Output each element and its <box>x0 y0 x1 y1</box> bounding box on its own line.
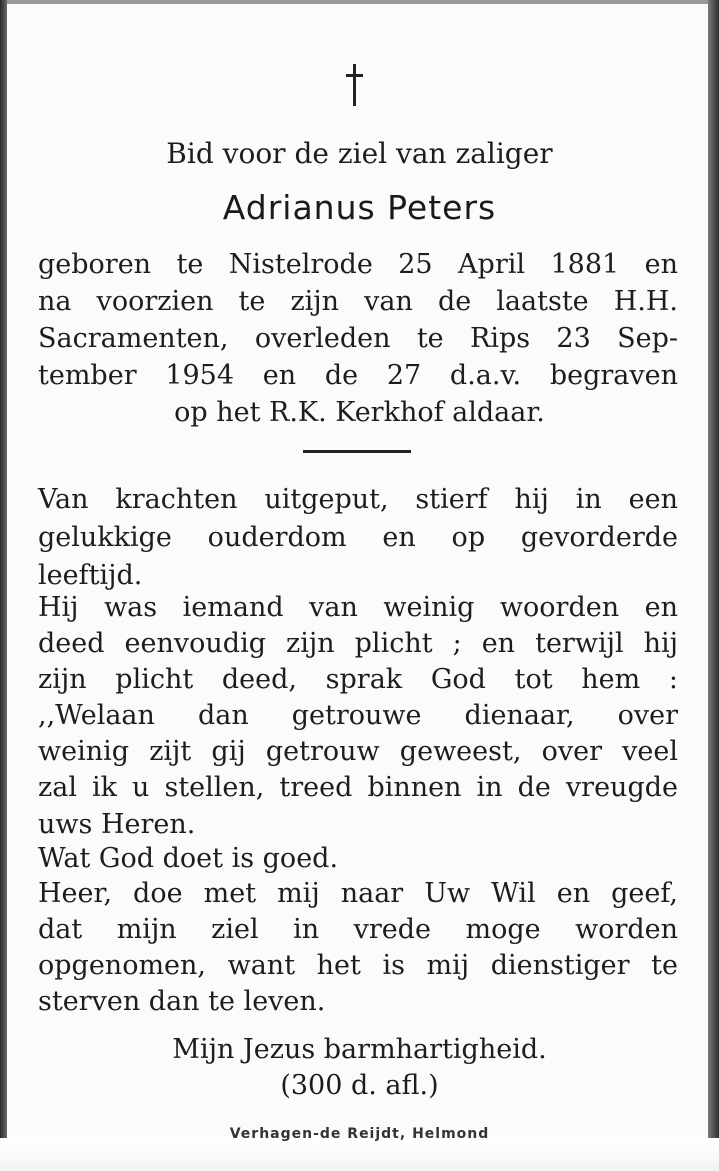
body-line-4: Hij was iemand van weinig woorden en <box>38 592 678 623</box>
prayer-heading: Bid voor de ziel van zaliger <box>166 137 553 170</box>
printer-credit: Verhagen-de Reijdt, Helmond <box>229 1126 490 1142</box>
card-top-edge <box>0 0 719 4</box>
body-line-3: leeftijd. <box>38 560 143 591</box>
body-line-11: Wat God doet is goed. <box>38 843 339 874</box>
closing-prayer: Mijn Jezus barmhartigheid. <box>172 1034 547 1065</box>
divider-rule <box>303 450 411 453</box>
body-line-1: Van krachten uitgeput, stierf hij in een <box>38 484 678 515</box>
body-line-8: weinig zijt gij getrouw geweest, over veel <box>38 736 678 767</box>
cross-icon <box>340 62 370 108</box>
card-bottom-area <box>0 1138 719 1171</box>
bio-line-4: tember 1954 en de 27 d.a.v. begraven <box>38 360 678 391</box>
bio-line-3: Sacramenten, overleden te Rips 23 Sep- <box>38 323 678 354</box>
body-line-7: ,,Welaan dan getrouwe dienaar, over <box>38 700 678 731</box>
indulgence-note: (300 d. afl.) <box>280 1070 439 1101</box>
body-line-10: uws Heren. <box>38 809 196 840</box>
body-line-12: Heer, doe met mij naar Uw Wil en geef, <box>38 878 678 909</box>
body-line-5: deed eenvoudig zijn plicht ; en terwijl hij <box>38 628 678 659</box>
bio-line-1: geboren te Nistelrode 25 April 1881 en <box>38 249 678 280</box>
body-line-2: gelukkige ouderdom en op gevorderde <box>38 522 678 553</box>
deceased-name: Adrianus Peters <box>222 188 497 227</box>
bio-line-2: na voorzien te zijn van de laatste H.H. <box>38 286 678 317</box>
body-line-9: zal ik u stellen, treed binnen in de vreugde <box>38 772 678 803</box>
card-right-edge <box>708 0 719 1171</box>
bio-line-5: op het R.K. Kerkhof aldaar. <box>174 397 545 428</box>
body-line-13: dat mijn ziel in vrede moge worden <box>38 914 678 945</box>
body-line-15: sterven dan te leven. <box>38 986 326 1017</box>
body-line-6: zijn plicht deed, sprak God tot hem : <box>38 664 678 695</box>
card-left-edge <box>0 0 7 1171</box>
body-line-14: opgenomen, want het is mij dienstiger te <box>38 950 678 981</box>
